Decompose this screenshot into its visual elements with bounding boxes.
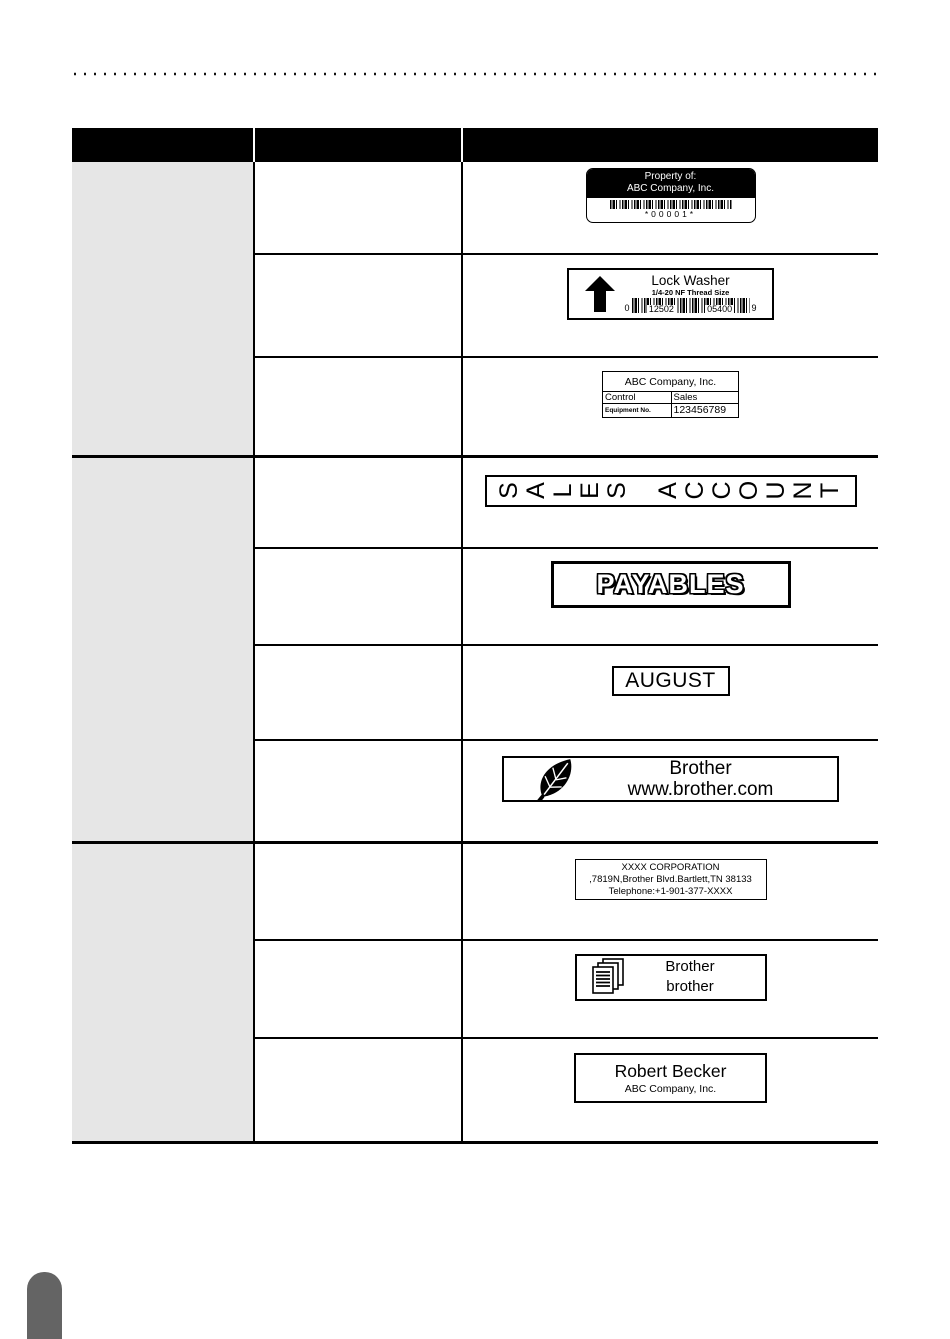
description-cell	[253, 941, 461, 1039]
name-badge-name: Robert Becker	[614, 1060, 727, 1081]
brother-docs-line1: Brother	[665, 958, 715, 975]
brother-web-line2: www.brother.com	[627, 779, 774, 800]
rotated-letter: U	[761, 481, 790, 500]
barcode	[632, 298, 750, 313]
brother-web-text	[578, 758, 837, 800]
leaf-icon	[532, 756, 578, 802]
rotated-letter: S	[602, 482, 631, 499]
equipment-cell: Sales	[671, 392, 739, 404]
equipment-company: ABC Company, Inc.	[603, 372, 738, 392]
description-cell	[253, 549, 461, 646]
description-cell	[253, 458, 461, 549]
document-stack-icon	[590, 958, 626, 996]
name-badge-label	[574, 1053, 767, 1103]
brother-docs-text	[626, 957, 765, 997]
example-cell	[461, 255, 878, 358]
upc-group1: 12502	[648, 304, 674, 314]
upc-right-digit: 9	[751, 303, 757, 313]
dotted-separator	[70, 71, 884, 77]
description-cell	[253, 844, 461, 941]
category-cell-group3	[72, 844, 253, 1144]
lock-washer-label	[567, 268, 774, 320]
barcode-text: *00001*	[644, 209, 697, 219]
description-cell	[253, 646, 461, 741]
up-arrow-icon	[585, 276, 615, 312]
upc-left-digit: 0	[624, 303, 630, 313]
corporation-line2: ,7819N,Brother Blvd.Bartlett,TN 38133	[589, 873, 752, 885]
example-cell	[461, 646, 878, 741]
description-cell	[253, 1039, 461, 1144]
example-cell	[461, 549, 878, 646]
lock-washer-text-area	[615, 274, 772, 313]
rotated-letter: C	[680, 481, 709, 500]
payables-label	[551, 561, 791, 608]
table-header-col1	[72, 128, 253, 162]
barcode	[610, 200, 732, 209]
equipment-cell: Control	[603, 392, 671, 404]
brother-docs-line2: brother	[666, 978, 714, 995]
corporation-line1: XXXX CORPORATION	[621, 861, 720, 873]
payables-text: PAYABLES	[596, 569, 745, 599]
brother-docs-label	[575, 954, 767, 1001]
corporation-label	[575, 859, 767, 900]
august-text: AUGUST	[625, 668, 716, 692]
lock-washer-subtitle: 1/4-20 NF Thread Size	[651, 288, 730, 297]
table-header-col3	[461, 128, 878, 162]
asset-line2: ABC Company, Inc.	[626, 183, 715, 194]
corporation-line3: Telephone:+1-901-377-XXXX	[608, 885, 733, 897]
description-cell	[253, 358, 461, 458]
category-cell-group2	[72, 458, 253, 844]
example-cell	[461, 458, 878, 549]
name-badge-company: ABC Company, Inc.	[624, 1082, 717, 1095]
asset-tag-label	[586, 168, 756, 223]
brother-web-label	[502, 756, 839, 802]
vertical-text-label	[485, 475, 857, 507]
rotated-letter: S	[494, 482, 523, 499]
example-cell	[461, 358, 878, 458]
category-cell-group1	[72, 162, 253, 458]
rotated-letter: E	[575, 482, 604, 499]
description-cell	[253, 162, 461, 255]
equipment-table-label	[602, 371, 739, 418]
example-cell	[461, 1039, 878, 1144]
example-cell	[461, 941, 878, 1039]
description-cell	[253, 741, 461, 844]
example-cell	[461, 162, 878, 255]
brother-web-line1: Brother	[669, 758, 732, 779]
asset-tag-barcode-area	[587, 198, 755, 222]
equipment-grid	[603, 392, 738, 417]
example-cell	[461, 741, 878, 844]
rotated-letter: T	[815, 482, 844, 499]
upc-group2: 05400	[707, 304, 733, 314]
lock-washer-title: Lock Washer	[651, 273, 730, 288]
page-number-tab	[27, 1272, 62, 1339]
rotated-letter: N	[788, 481, 817, 500]
example-cell	[461, 844, 878, 941]
asset-line1: Property of:	[644, 171, 697, 182]
equipment-cell: 123456789	[671, 404, 739, 417]
asset-tag-header	[587, 169, 755, 198]
rotated-letter: A	[521, 482, 550, 499]
equipment-cell: Equipment No.	[605, 407, 651, 414]
rotated-letter: L	[548, 483, 577, 498]
label-examples-table	[72, 128, 878, 1144]
rotated-letter: C	[707, 481, 736, 500]
description-cell	[253, 255, 461, 358]
rotated-letter: O	[734, 480, 763, 501]
table-header-col2	[253, 128, 461, 162]
rotated-letter: A	[653, 482, 682, 499]
august-label	[612, 666, 730, 696]
upc-barcode	[615, 298, 766, 313]
